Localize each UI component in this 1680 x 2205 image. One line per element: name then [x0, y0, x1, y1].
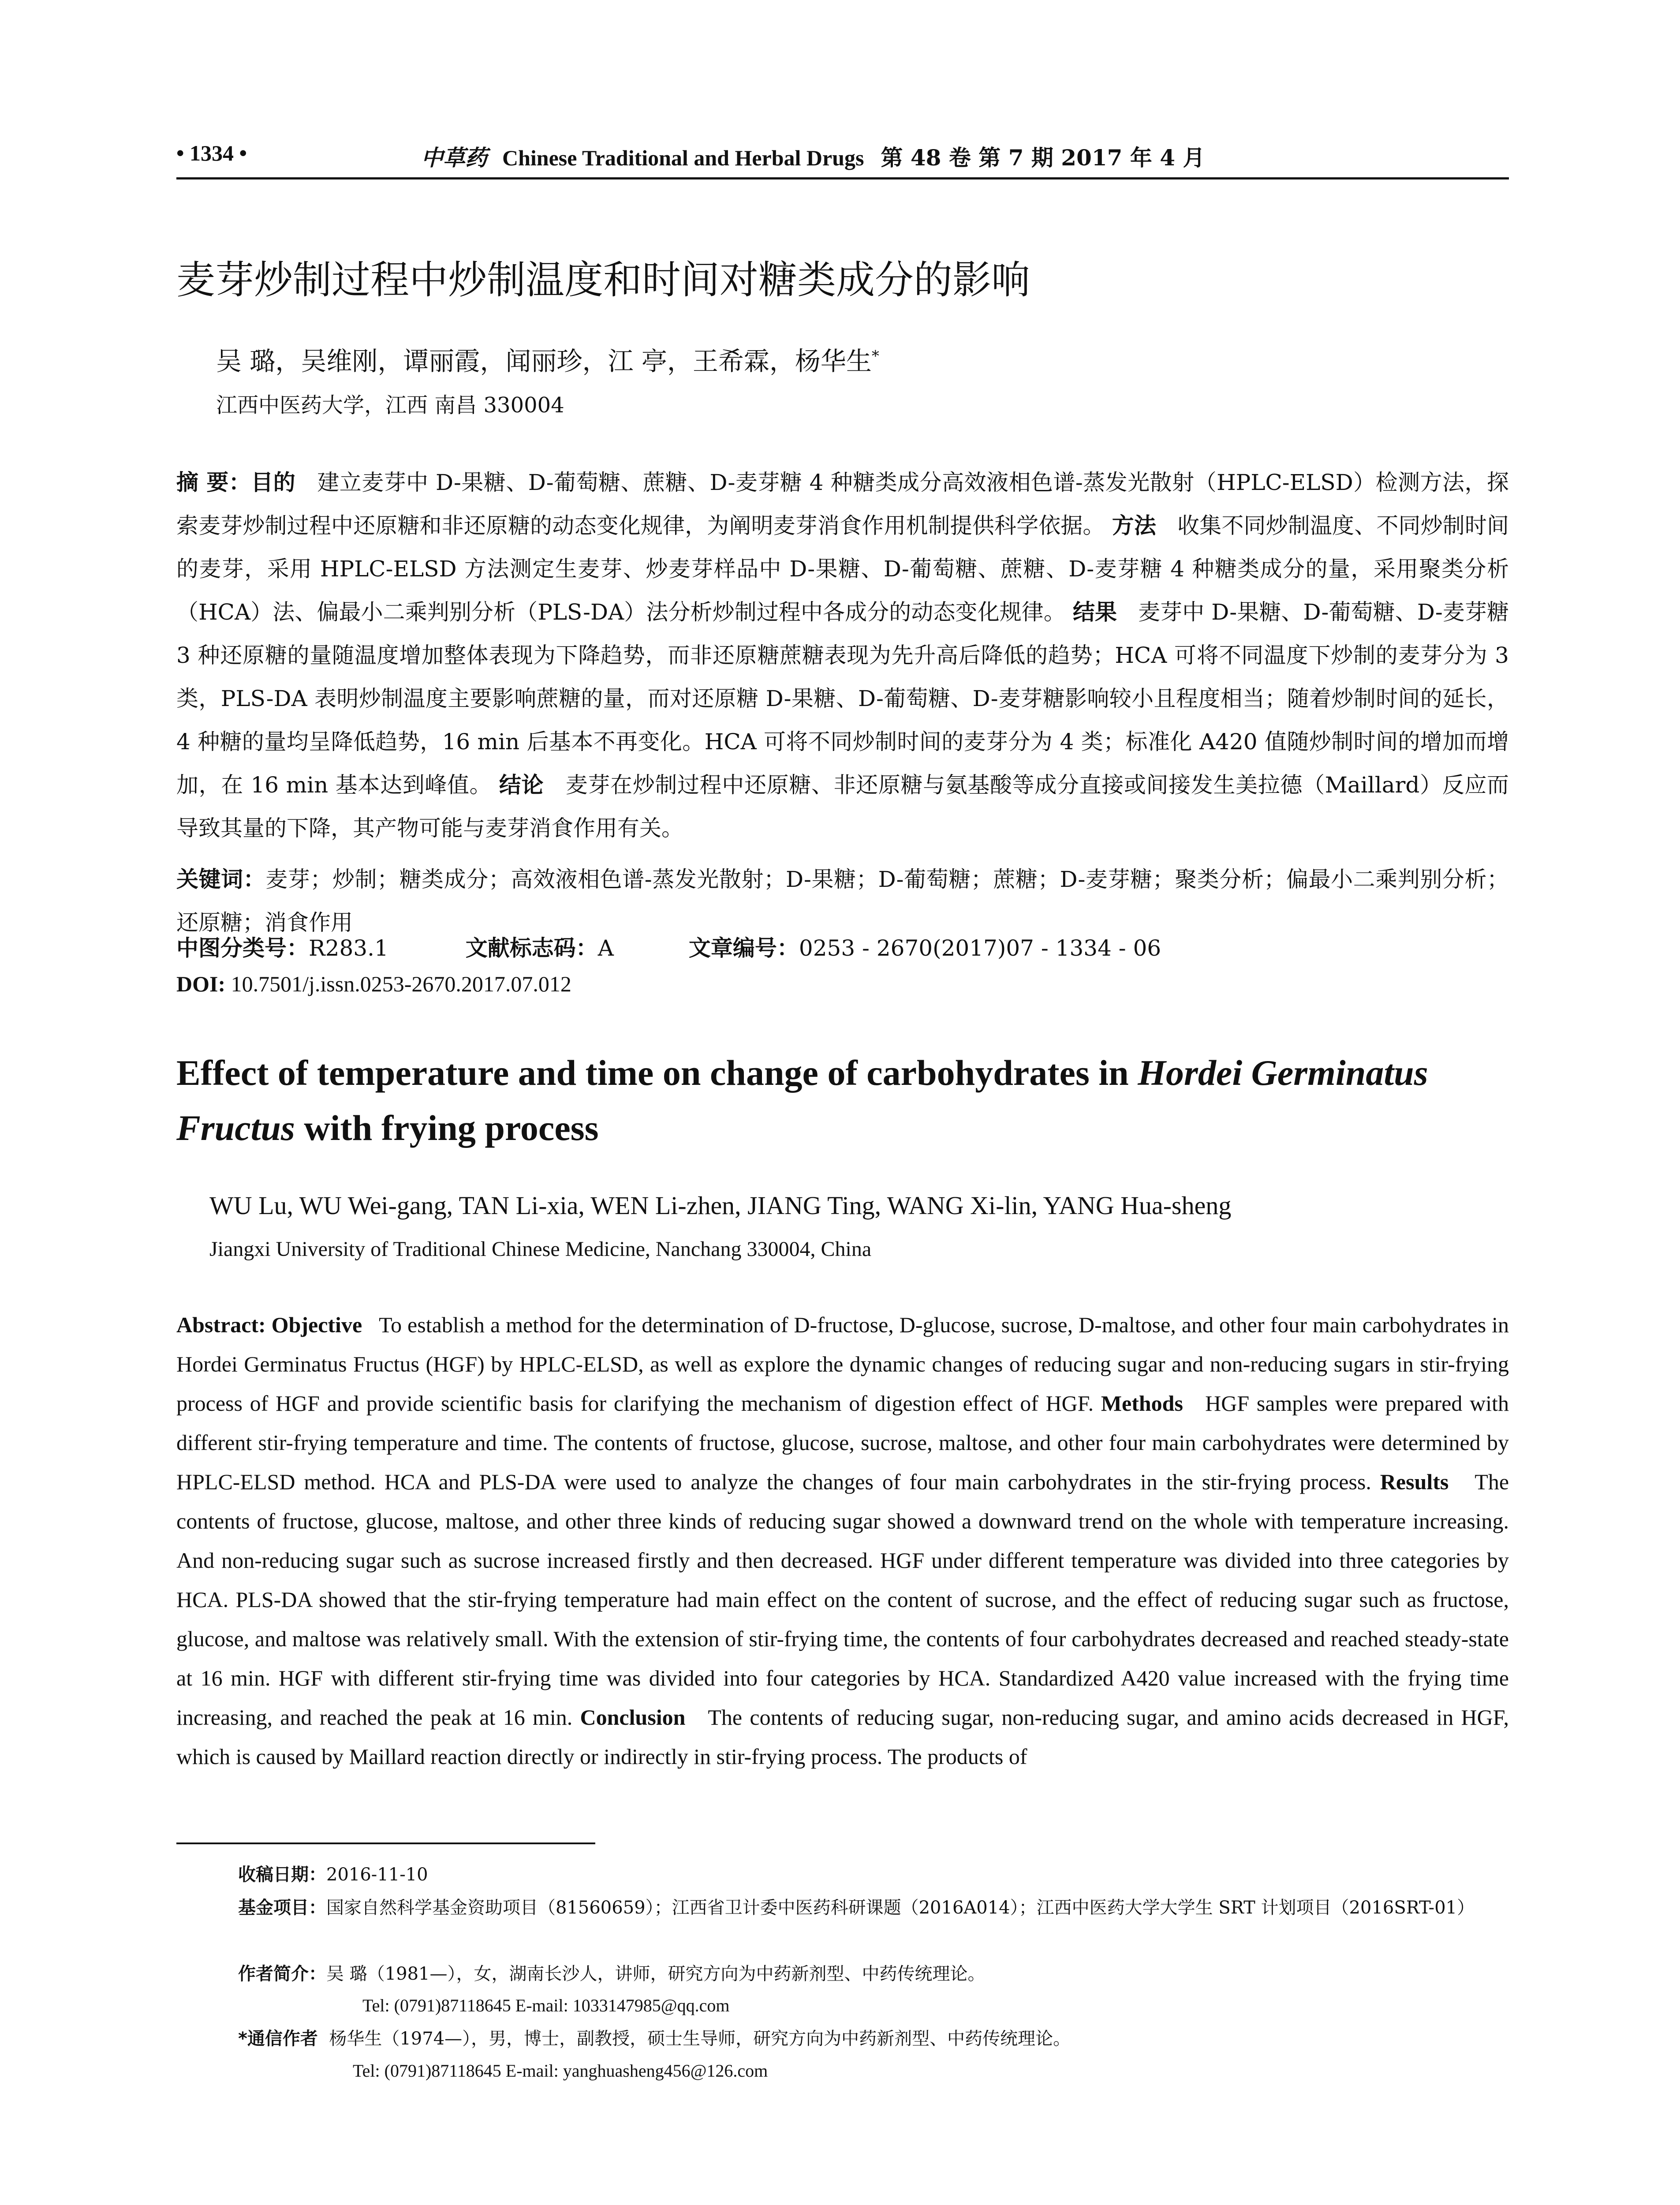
- clc-label: 中图分类号：: [176, 935, 309, 961]
- cn-keywords-text: 麦芽；炒制；糖类成分；高效液相色谱-蒸发光散射；D-果糖；D-葡萄糖；蔗糖；D-麦芽糖；聚类分析；偏最小二乘判别分析；还原糖；消食作用: [176, 867, 1509, 935]
- page-number: • 1334 •: [176, 141, 247, 165]
- cn-conclusion-text: 麦芽在炒制过程中还原糖、非还原糖与氨基酸等成分直接或间接发生美拉德（Maillard）反应而导致其量的下降，其产物可能与麦芽消食作用有关。: [176, 772, 1509, 841]
- doc-code-label: 文献标志码：: [465, 935, 598, 961]
- en-results-label: Results: [1380, 1469, 1449, 1494]
- cn-objective-text: 建立麦芽中 D-果糖、D-葡萄糖、蔗糖、D-麦芽糖 4 种糖类成分高效液相色谱-蒸发光散射（HPLC-ELSD）检测方法，探索麦芽炒制过程中还原糖和非还原糖的动态变化规律，为阐明麦芽消食作用机制提供科学依据。: [176, 470, 1509, 538]
- bio-contact: Tel: (0791)87118645 E-mail: 1033147985@qq.com: [362, 1996, 730, 2015]
- cn-abstract: [176, 461, 1509, 850]
- journal-header: [421, 140, 1205, 172]
- en-results-text: The contents of fructose, glucose, maltose, and other three kinds of reducing sugar showed a downward trend on the whole with temperature increasing. And non-reducing sugar such as sucrose increased firstly and then decreased. HGF under different temperature was divided into three categories by HCA. PLS-DA showed that the stir-frying temperature had main effect on the content of sucrose, and the effect of reducing sugar such as fructose, glucose, and maltose was relatively small. With the extension of stir-frying time, the contents of four carbohydrates decreased and reached steady-state at 16 min. HGF with different stir-frying time was divided into four categories by HCA. Standardized A420 value increased with the frying time increasing, and reached the peak at 16 min.: [176, 1469, 1509, 1730]
- footnote-rule: [176, 1842, 595, 1844]
- en-conclusion-label: Conclusion: [580, 1705, 686, 1730]
- en-objective-label: Objective: [271, 1312, 362, 1337]
- journal-name-en: Chinese Traditional and Herbal Drugs: [502, 146, 864, 170]
- en-abstract: [176, 1305, 1509, 1776]
- en-authors: WU Lu, WU Wei-gang, TAN Li-xia, WEN Li-zhen, JIANG Ting, WANG Xi-lin, YANG Hua-sheng: [209, 1191, 1232, 1220]
- footnote-author-bio: [238, 1958, 986, 1990]
- en-objective-text: To establish a method for the determination of D-fructose, D-glucose, sucrose, D-maltose, and other four main carbohydrates in Hordei Germinatus Fructus (HGF) by HPLC-ELSD, as well as explore the dynamic changes of reducing sugar and non-reducing sugars in stir-frying process of HGF and provide scientific basis for clarifying the mechanism of digestion effect of HGF.: [176, 1312, 1509, 1416]
- cn-methods-text: 收集不同炒制温度、不同炒制时间的麦芽，采用 HPLC-ELSD 方法测定生麦芽、炒麦芽样品中 D-果糖、D-葡萄糖、蔗糖、D-麦芽糖 4 种糖类成分的量，采用聚类分析（HCA）法、偏最小二乘判别分析（PLS-DA）法分析炒制过程中各成分的动态变化规律。: [176, 513, 1509, 625]
- en-affiliation: Jiangxi University of Traditional Chinese Medicine, Nanchang 330004, China: [209, 1237, 872, 1261]
- doc-code-value: A: [597, 935, 614, 961]
- cn-title: 麦芽炒制过程中炒制温度和时间对糖类成分的影响: [176, 257, 1030, 303]
- cn-results-text: 麦芽中 D-果糖、D-葡萄糖、D-麦芽糖 3 种还原糖的量随温度增加整体表现为下降趋势，而非还原糖蔗糖表现为先升高后降低的趋势；HCA 可将不同温度下炒制的麦芽分为 3 类，PLS-DA 表明炒制温度主要影响蔗糖的量，而对还原糖 D-果糖、D-葡萄糖、D-麦芽糖影响较小且程度相当；随着炒制时间的延长，4 种糖的量均呈降低趋势，16 min 后基本不再变化。HCA 可将不同炒制时间的麦芽分为 4 类；标准化 A420 值随炒制时间的增加而增加，在 16 min 基本达到峰值。: [176, 599, 1509, 798]
- doi-link[interactable]: 10.7501/j.issn.0253-2670.2017.07.012: [231, 972, 571, 996]
- clc-value: R283.1: [309, 935, 388, 961]
- corr-contact: Tel: (0791)87118645 E-mail: yanghuasheng456@126.com: [353, 2061, 768, 2081]
- cn-results-label: 结果: [1072, 599, 1117, 625]
- corr-label: *通信作者: [238, 2029, 318, 2049]
- classification-line: [176, 931, 1161, 962]
- header-rule: [176, 177, 1509, 179]
- en-abstract-label: Abstract:: [176, 1312, 266, 1337]
- bio-value: 吴 璐（1981—），女，湖南长沙人，讲师，研究方向为中药新剂型、中药传统理论。: [326, 1964, 986, 1984]
- corresponding-mark: *: [871, 347, 879, 365]
- cn-conclusion-label: 结论: [499, 772, 544, 798]
- fund-value: 国家自然科学基金资助项目（81560659）；江西省卫计委中医药科研课题（2016A014）；江西中医药大学大学生 SRT 计划项目（2016SRT-01）: [326, 1898, 1475, 1918]
- en-title-part2: with frying process: [295, 1108, 599, 1148]
- en-methods-label: Methods: [1101, 1391, 1183, 1416]
- received-value: 2016-11-10: [326, 1865, 428, 1885]
- footnote-corresponding: [238, 2023, 1071, 2055]
- fund-label: 基金项目：: [238, 1898, 326, 1918]
- journal-logo: 中草药: [421, 145, 487, 171]
- en-title-italic: Hordei Germinatus Fructus: [176, 1053, 1428, 1148]
- corr-value: 杨华生（1974—），男，博士，副教授，硕士生导师，研究方向为中药新剂型、中药传统理论。: [329, 2029, 1071, 2049]
- cn-authors: [216, 340, 879, 377]
- cn-author-list: 吴 璐，吴维刚，谭丽霞，闻丽珍，江 亭，王希霖，杨华生: [216, 346, 872, 376]
- en-methods-text: HGF samples were prepared with different stir-frying temperature and time. The contents of fructose, glucose, sucrose, maltose, and other four main carbohydrates were determined by HPLC-ELSD method. HCA and PLS-DA were used to analyze the changes of four main carbohydrates in the stir-frying process.: [176, 1391, 1509, 1494]
- bio-label: 作者简介：: [238, 1964, 326, 1984]
- article-no-label: 文章编号：: [688, 935, 799, 961]
- cn-abstract-label: 摘 要：: [176, 470, 251, 495]
- cn-methods-label: 方法: [1112, 513, 1157, 538]
- en-title: [176, 1045, 1512, 1155]
- en-conclusion-text: The contents of reducing sugar, non-reducing sugar, and amino acids decreased in HGF, which is caused by Maillard reaction directly or indirectly in stir-frying process. The products of: [176, 1705, 1509, 1769]
- cn-affiliation: 江西中医药大学，江西 南昌 330004: [216, 393, 564, 418]
- en-title-part1: Effect of temperature and time on change of carbohydrates in: [176, 1053, 1138, 1093]
- footnote-fund: [238, 1892, 1508, 1924]
- cn-objective-label: 目的: [251, 470, 296, 495]
- doi-label: DOI:: [176, 972, 226, 996]
- received-label: 收稿日期：: [238, 1865, 326, 1885]
- doi-line: [176, 971, 571, 997]
- article-no-value: 0253 - 2670(2017)07 - 1334 - 06: [799, 935, 1161, 961]
- footnote-received: [238, 1859, 428, 1891]
- cn-keywords-label: 关键词：: [176, 867, 266, 892]
- journal-issue: 第 48 卷 第 7 期 2017 年 4 月: [881, 145, 1205, 171]
